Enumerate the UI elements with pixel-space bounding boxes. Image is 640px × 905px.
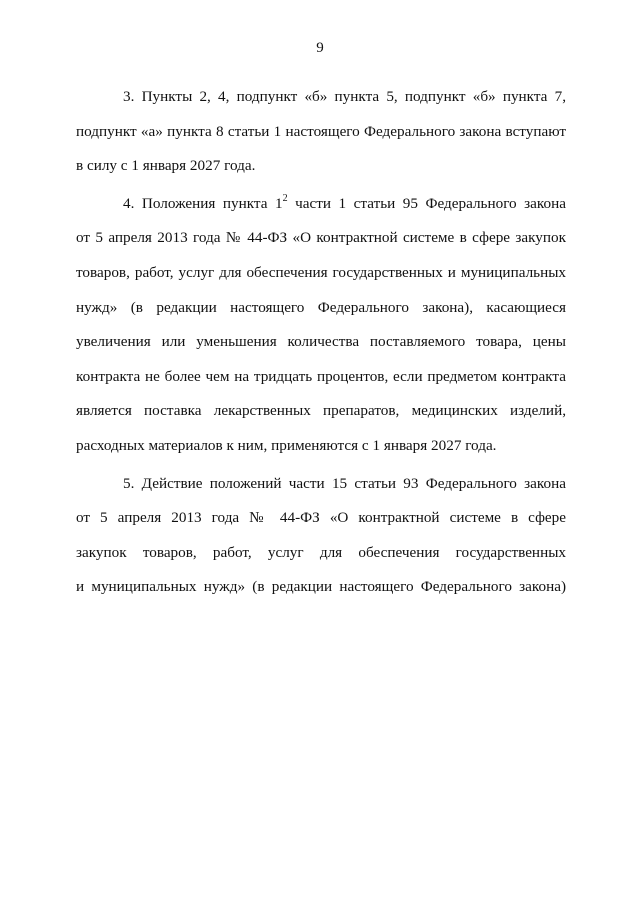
page-number: 9 <box>316 40 324 56</box>
body-text <box>76 80 566 605</box>
text-line: подпункт «а» пункта 8 статьи 1 настоящего Федерального закона вступают <box>76 122 566 140</box>
text-line: является поставка лекарственных препаратов, медицинских изделий, <box>76 402 566 420</box>
text-line: нужд» (в редакции настоящего Федерального закона), касающиеся <box>76 298 566 316</box>
text-line: в силу с 1 января 2027 года. <box>76 157 256 175</box>
text-line <box>76 187 566 222</box>
text-line: увеличения или уменьшения количества поставляемого товара, цены <box>76 333 566 351</box>
text-line: от 5 апреля 2013 года № 44-ФЗ «О контрактной системе в сфере закупок <box>76 229 566 247</box>
text-line: и муниципальных нужд» (в редакции настоящего Федерального закона) <box>76 578 566 596</box>
paragraph-5 <box>76 467 566 605</box>
text-line: товаров, работ, услуг для обеспечения государственных и муниципальных <box>76 263 566 281</box>
text-line: контракта не более чем на тридцать процентов, если предметом контракта <box>76 367 566 385</box>
text-line: 3. Пункты 2, 4, подпункт «б» пункта 5, подпункт «б» пункта 7, <box>123 88 566 105</box>
text-line: 5. Действие положений части 15 статьи 93 Федерального закона <box>123 474 566 492</box>
text-fragment: части 1 статьи 95 Федерального закона <box>287 194 566 212</box>
text-line: закупок товаров, работ, услуг для обеспечения государственных <box>76 543 566 561</box>
paragraph-3 <box>76 80 566 184</box>
text-fragment: 4. Положения пункта 1 <box>123 194 283 212</box>
paragraph-4 <box>76 187 566 464</box>
text-line: от 5 апреля 2013 года № 44-ФЗ «О контрактной системе в сфере <box>76 509 566 527</box>
text-line: расходных материалов к ним, применяются с 1 января 2027 года. <box>76 436 497 454</box>
superscript: 2 <box>282 192 288 204</box>
